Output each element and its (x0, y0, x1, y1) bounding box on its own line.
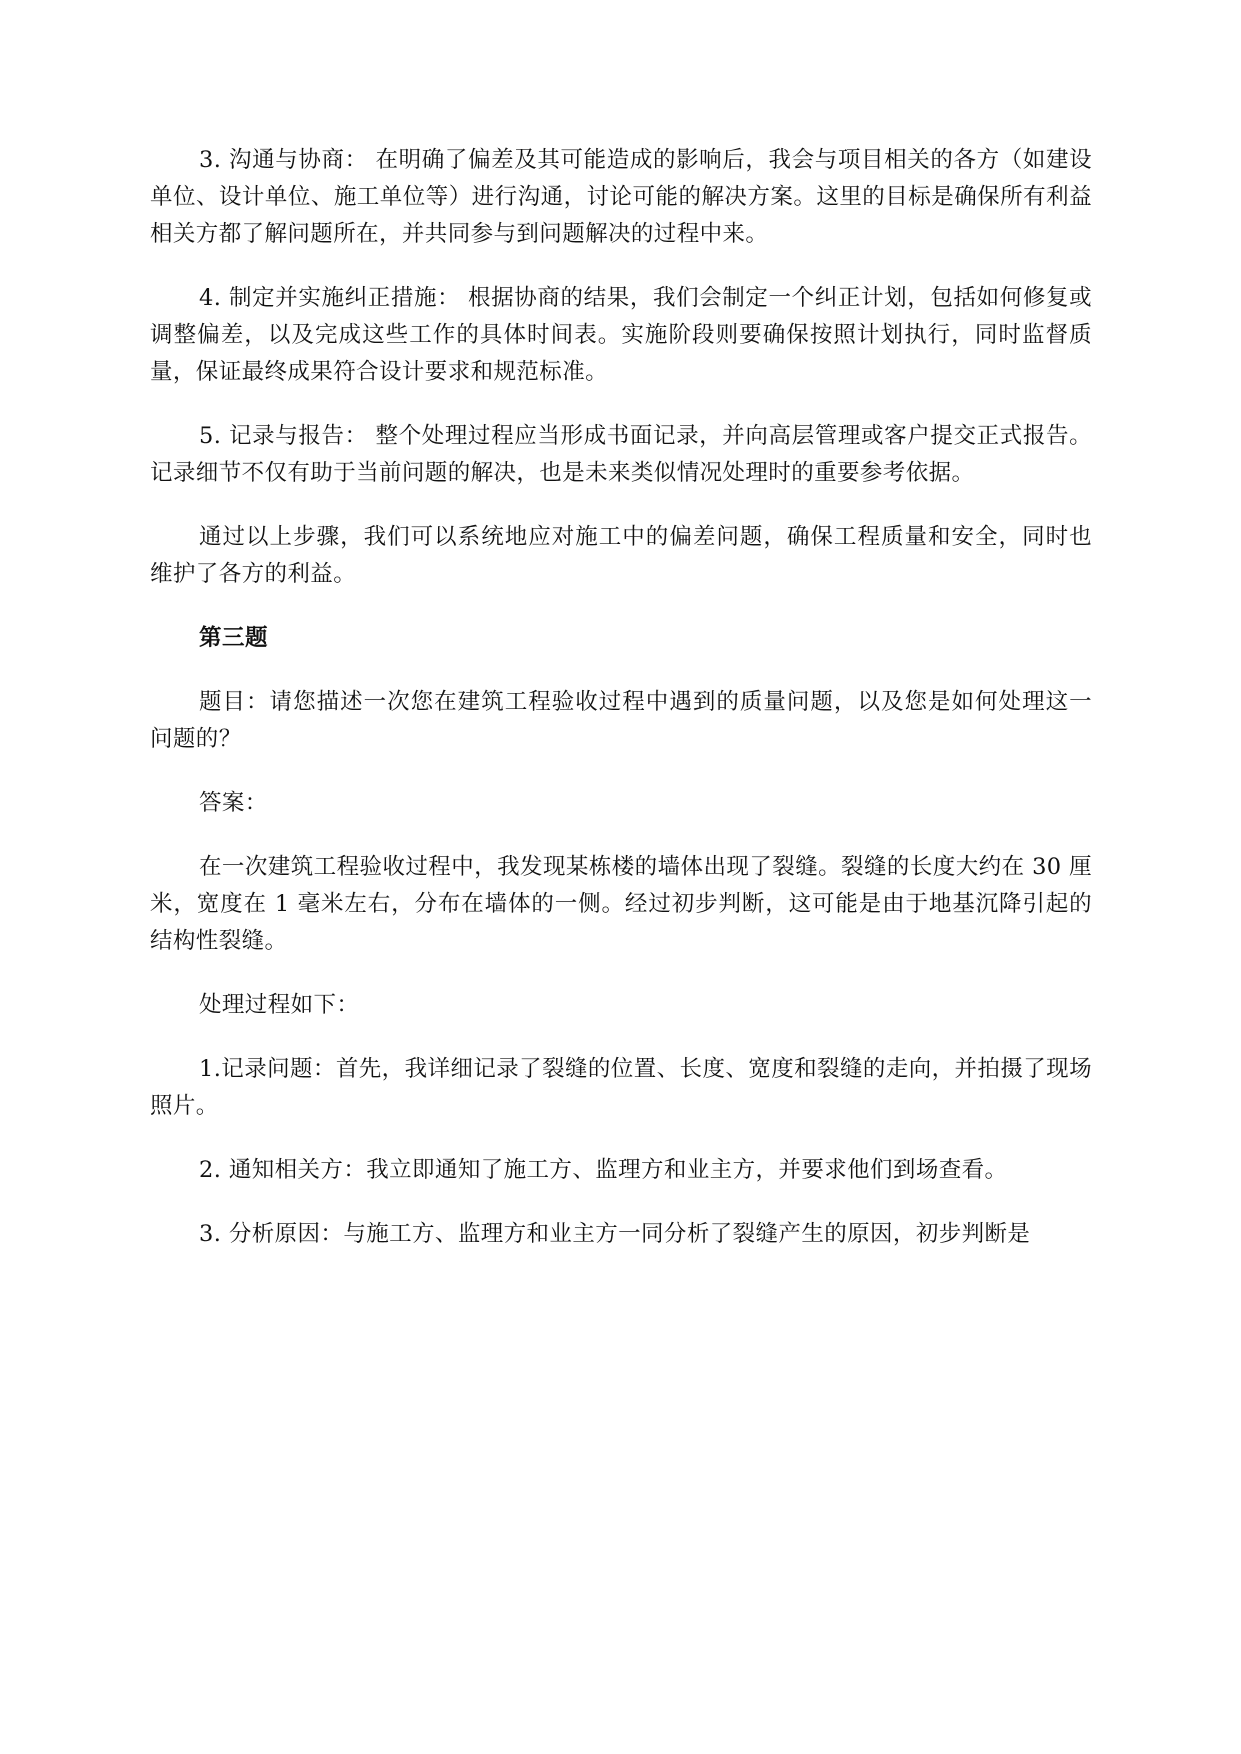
paragraph-communication: 3. 沟通与协商： 在明确了偏差及其可能造成的影响后，我会与项目相关的各方（如建设单位、设计单位、施工单位等）进行沟通，讨论可能的解决方案。这里的目标是确保所有利益相关方都了解问题所在，并共同参与到问题解决的过程中来。 (150, 147, 1092, 247)
paragraph-summary: 通过以上步骤，我们可以系统地应对施工中的偏差问题，确保工程质量和安全，同时也维护了各方的利益。 (150, 524, 1092, 587)
step-record-problem: 1.记录问题：首先，我详细记录了裂缝的位置、长度、宽度和裂缝的走向，并拍摄了现场照片。 (150, 1056, 1092, 1119)
paragraph-record-report: 5. 记录与报告： 整个处理过程应当形成书面记录，并向高层管理或客户提交正式报告。记录细节不仅有助于当前问题的解决，也是未来类似情况处理时的重要参考依据。 (150, 423, 1092, 486)
step-analyze-cause: 3. 分析原因：与施工方、监理方和业主方一同分析了裂缝产生的原因，初步判断是 (199, 1221, 1031, 1247)
document-body (150, 142, 1092, 1280)
paragraph-corrective-measures: 4. 制定并实施纠正措施： 根据协商的结果，我们会制定一个纠正计划，包括如何修复或调整偏差，以及完成这些工作的具体时间表。实施阶段则要确保按照计划执行，同时监督质量，保证最终成果符合设计要求和规范标准。 (150, 285, 1092, 385)
step-notify-parties: 2. 通知相关方：我立即通知了施工方、监理方和业主方，并要求他们到场查看。 (199, 1157, 1008, 1183)
process-label: 处理过程如下： (199, 992, 360, 1018)
answer-label: 答案： (199, 790, 268, 816)
question-text: 题目：请您描述一次您在建筑工程验收过程中遇到的质量问题，以及您是如何处理这一问题的？ (150, 689, 1092, 752)
section-heading: 第三题 (199, 625, 269, 651)
answer-intro: 在一次建筑工程验收过程中，我发现某栋楼的墙体出现了裂缝。裂缝的长度大约在 30 厘米，宽度在 1 毫米左右，分布在墙体的一侧。经过初步判断，这可能是由于地基沉降引起的结构性裂缝。 (150, 854, 1092, 954)
